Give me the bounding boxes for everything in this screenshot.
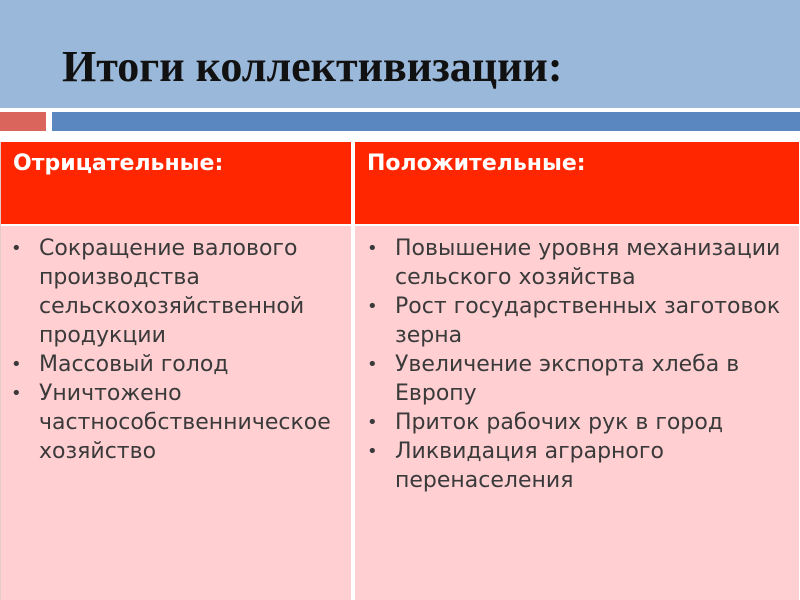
results-table (0, 142, 799, 600)
list-item-text: Массовый голод (39, 352, 229, 377)
list-item (355, 437, 799, 495)
negative-column (1, 224, 353, 600)
slide-title: Итоги коллективизации: (62, 42, 563, 91)
list-item (1, 379, 351, 466)
title-band (0, 0, 800, 108)
bullet-icon: • (11, 383, 22, 404)
list-item-text: Ликвидация аграрного перенаселения (395, 439, 664, 493)
list-item-text: Повышение уровня механизации сельского хозяйства (395, 236, 781, 290)
bullet-icon: • (367, 354, 378, 375)
negative-header: Отрицательные: (1, 142, 353, 224)
bullet-icon: • (11, 354, 22, 375)
list-item (355, 408, 799, 437)
list-item-text: Увеличение экспорта хлеба в Европу (395, 352, 740, 406)
bullet-icon: • (367, 296, 378, 317)
positive-list (355, 234, 799, 495)
list-item (355, 292, 799, 350)
list-item-text: Приток рабочих рук в город (395, 410, 724, 435)
bullet-icon: • (367, 412, 378, 433)
negative-list (1, 234, 351, 466)
list-item-text: Сокращение валового производства сельскохозяйственной продукции (39, 236, 305, 348)
accent-bar-red (0, 112, 46, 131)
list-item (355, 234, 799, 292)
positive-header: Положительные: (355, 142, 799, 224)
bullet-icon: • (11, 238, 22, 259)
positive-column (355, 224, 799, 600)
list-item (1, 350, 351, 379)
accent-bar-blue (52, 112, 800, 131)
bullet-icon: • (367, 238, 378, 259)
list-item-text: Рост государственных заготовок зерна (395, 294, 781, 348)
list-item-text: Уничтожено частнособственническое хозяйство (39, 381, 331, 464)
list-item (355, 350, 799, 408)
bullet-icon: • (367, 441, 378, 462)
list-item (1, 234, 351, 350)
